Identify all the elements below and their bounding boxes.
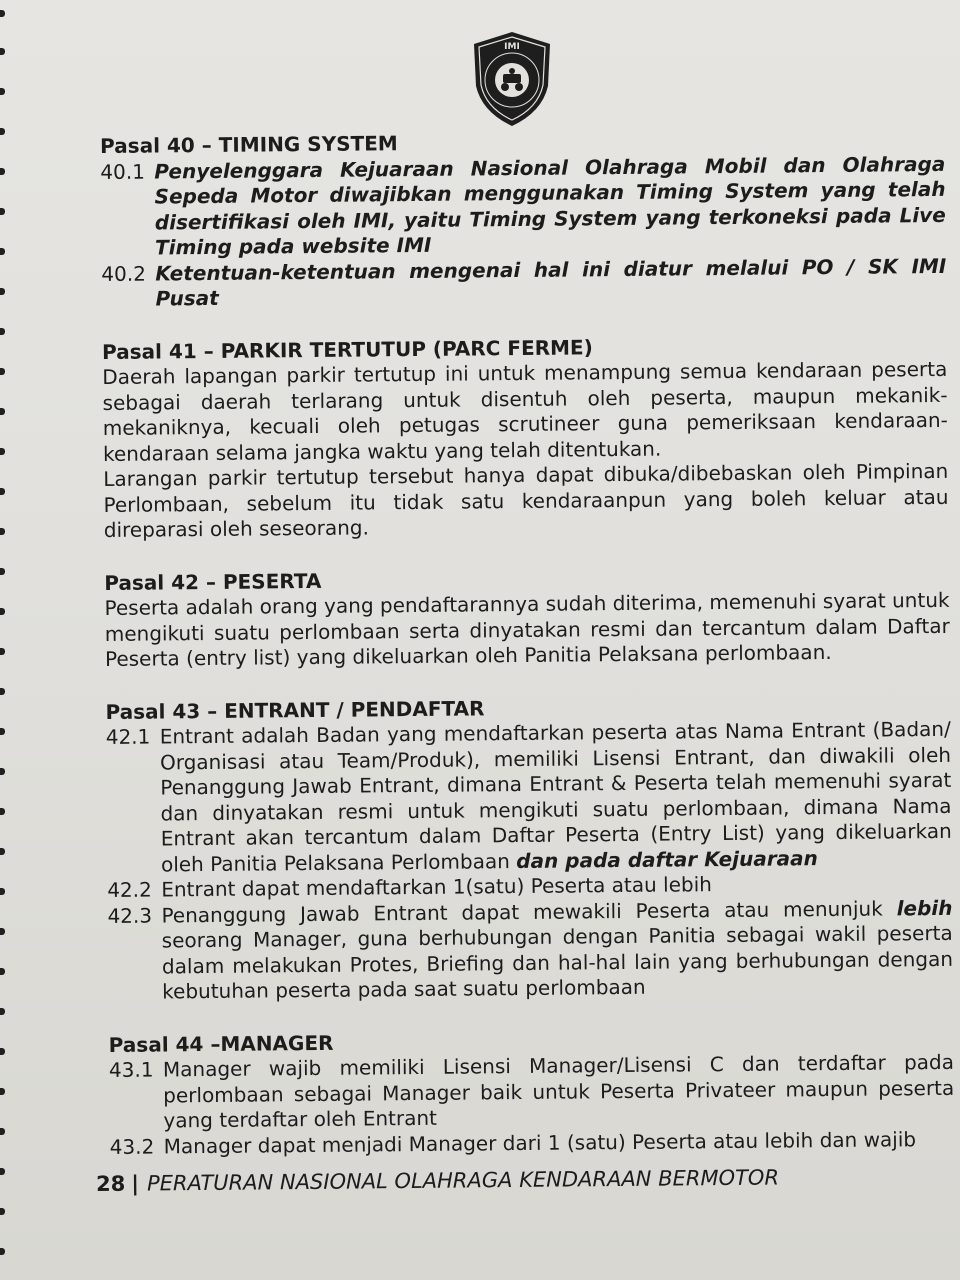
item-text: Entrant dapat mendaftarkan 1(satu) Peserta atau lebih — [161, 872, 713, 902]
item-number: 42.2 — [107, 877, 152, 902]
imi-logo — [470, 30, 554, 128]
section-heading: Pasal 41 – PARKIR TERTUTUP (PARC FERME) — [101, 334, 593, 364]
page-number: 28 — [96, 1171, 126, 1196]
section-heading: Pasal 40 – TIMING SYSTEM — [100, 131, 398, 158]
item-text: Penanggung Jawab Entrant dapat mewakili Peserta atau menunjuk — [161, 896, 883, 927]
list-item — [109, 1050, 955, 1135]
paragraph: Peserta adalah orang yang pendaftarannya sudah diterima, memenuhi syarat untuk mengikuti suatu perlombaan serta dinyatakan resmi dan tercantum dalam Daftar Peserta (entry list) yang dikeluarkan oleh Panitia Pelaksana perlombaan. — [104, 587, 950, 671]
item-emphasis: lebih — [896, 895, 953, 920]
logo-text: IMI — [504, 42, 520, 52]
item-emphasis: dan pada daftar Kejuaraan — [516, 845, 818, 873]
item-text-continued: seorang Manager, guna berhubungan dengan Panitia sebagai wakil peserta dalam melakukan Protes, Briefing dan hal-hal lain yang berhubungan dengan kebutuhan peserta pada saat suatu perlombaan — [161, 920, 954, 1004]
footer-separator: | — [131, 1171, 140, 1196]
paragraph: Daerah lapangan parkir tertutup ini untuk menampung semua kendaraan peserta sebagai daerah terlarang untuk disentuh oleh peserta, maupun mekanik-mekaniknya, kecuali oleh petugas scrutineer guna pemeriksaan kendaraan-kendaraan selama jangka waktu yang telah ditentukan. — [102, 356, 948, 466]
item-body — [161, 895, 953, 1005]
section-heading: Pasal 44 –MANAGER — [108, 1030, 334, 1057]
list-item — [101, 253, 946, 312]
footer-title: PERATURAN NASIONAL OLAHRAGA KENDARAAN BERMOTOR — [146, 1165, 780, 1196]
item-number: 40.2 — [101, 261, 146, 286]
list-item — [106, 717, 952, 878]
section-pasal-44 — [109, 1024, 955, 1160]
list-item — [107, 895, 953, 1005]
section-heading: Pasal 43 – ENTRANT / PENDAFTAR — [105, 695, 485, 724]
section-pasal-42 — [104, 562, 950, 672]
document-content — [100, 126, 955, 1187]
item-body — [160, 717, 952, 878]
item-text: Penyelenggara Kejuaraan Nasional Olahraga Mobil dan Olahraga Sepeda Motor diwajibkan menggunakan Timing System yang telah disertifikasi oleh IMI, yaitu Timing System yang terkoneksi pada Live Timing pada website IMI — [154, 151, 946, 260]
item-number: 42.3 — [107, 903, 153, 928]
item-number: 43.1 — [108, 1057, 154, 1082]
list-item — [100, 151, 946, 261]
item-number: 40.1 — [100, 159, 146, 184]
item-number: 43.2 — [109, 1134, 155, 1159]
section-pasal-40 — [100, 126, 947, 313]
item-text: Entrant adalah Badan yang mendaftarkan peserta atas Nama Entrant (Badan/ Organisasi atau Team/Produk), memiliki Lisensi Entrant, dan diwakili oleh Penanggung Jawab Entrant, dimana Entrant & Peserta telah memenuhi syarat dan dinyatakan resmi untuk mengikuti suatu perlombaan, dimana Nama Entrant akan tercantum dalam Daftar Peserta (Entry List) yang dikeluarkan oleh Panitia Pelaksana Perlombaan — [159, 716, 952, 876]
item-number: 42.1 — [105, 724, 151, 749]
section-heading: Pasal 42 – PESERTA — [104, 568, 322, 595]
spiral-binding — [0, 0, 10, 1280]
item-text: Manager wajib memiliki Lisensi Manager/Lisensi C dan terdaftar pada perlombaan sebagai Manager baik untuk Peserta Privateer maupun peserta yang terdaftar oleh Entrant — [162, 1049, 955, 1133]
paragraph: Larangan parkir tertutup tersebut hanya dapat dibuka/dibebaskan oleh Pimpinan Perlombaan, sebelum itu tidak satu kendaraanpun yang boleh keluar atau direparasi oleh seseorang. — [103, 458, 949, 542]
section-pasal-43 — [105, 691, 953, 1005]
section-pasal-41 — [102, 331, 949, 543]
item-text: Ketentuan-ketentuan mengenai hal ini diatur melalui PO / SK IMI Pusat — [155, 253, 947, 311]
item-text: Manager dapat menjadi Manager dari 1 (satu) Peserta atau lebih dan wajib — [163, 1126, 917, 1158]
